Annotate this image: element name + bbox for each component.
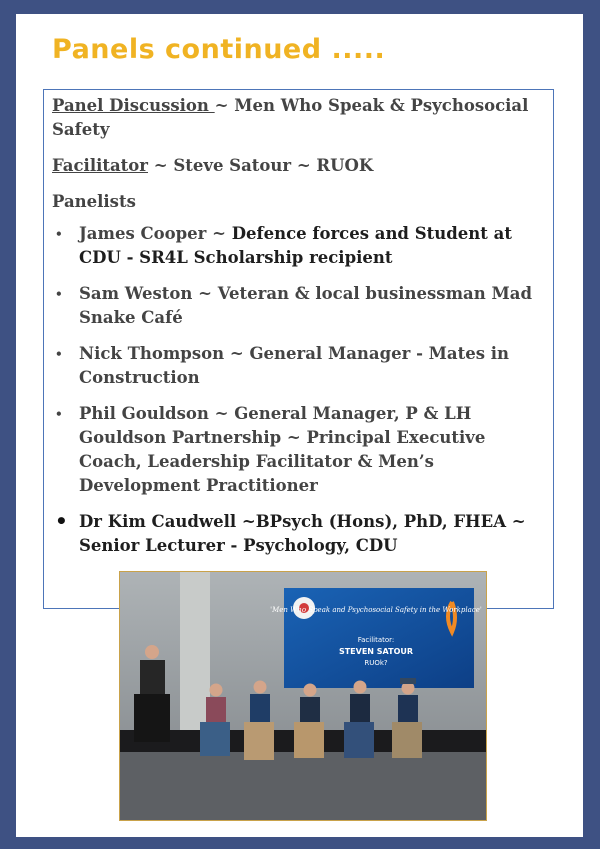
panel-photo — [119, 571, 487, 821]
bullet-icon: • — [55, 509, 68, 533]
panelist-name: Sam Weston ~ — [79, 284, 218, 303]
panelist-name: Nick Thompson ~ — [79, 344, 250, 363]
panelist-item — [52, 342, 547, 390]
bullet-icon: • — [55, 347, 63, 361]
bullet-icon: • — [55, 407, 63, 421]
photo-pillar — [180, 572, 210, 747]
lectern — [134, 694, 170, 742]
panelist-role: Veteran & local businessman Mad Snake Café — [79, 284, 532, 327]
screen-facilitator-label: Facilitator: — [357, 636, 395, 644]
page-heading: Panels continued ..... — [52, 34, 386, 65]
panelist-role: Defence forces and Student at CDU - SR4L Scholarship recipient — [79, 224, 512, 267]
panelist-item — [52, 222, 547, 270]
panelist-item — [52, 282, 547, 330]
panel-info-box — [43, 89, 554, 609]
bullet-icon: • — [55, 287, 63, 301]
panelist-item — [52, 402, 547, 498]
panelist-role: General Manager - Mates in Construction — [79, 344, 510, 387]
panelists-label: Panelists — [52, 192, 136, 211]
screen-facilitator-name: STEVEN SATOUR — [338, 647, 414, 656]
facilitator-line — [52, 154, 547, 178]
facilitator-text: ~ Steve Satour ~ RUOK — [153, 156, 374, 175]
panel-discussion-title: Men Who Speak & Psychosocial Safety — [52, 96, 529, 139]
facilitator-label: Facilitator — [52, 156, 148, 175]
screen-org: RUOk? — [364, 659, 388, 667]
panel-discussion-label: Panel Discussion — [52, 96, 215, 115]
panelist-role: General Manager, P & LH Gouldson Partnership ~ Principal Executive Coach, Leadership Facilitator & Men’s Development Practitioner — [79, 404, 486, 495]
photo-floor — [120, 752, 486, 820]
panelist-name: James Cooper ~ — [79, 224, 232, 243]
page — [16, 14, 583, 837]
panel-info-content — [52, 94, 547, 570]
speaker-head — [145, 645, 159, 659]
panel-discussion-line — [52, 94, 547, 142]
panelist-name: Phil Gouldson ~ — [79, 404, 235, 423]
screen-title: 'Men Who Speak and Psychosocial Safety in the Workplace' — [270, 606, 482, 614]
bullet-icon: • — [55, 227, 63, 241]
panelist-list — [52, 222, 547, 558]
panelist-item — [52, 510, 547, 558]
speaker-body — [140, 660, 165, 694]
panelist-name: Dr Kim Caudwell ~ — [79, 512, 256, 531]
panel-separator: ~ — [214, 96, 229, 115]
panelist-role: BPsych (Hons), PhD, FHEA ~ Senior Lecturer - Psychology, CDU — [79, 512, 526, 555]
panel-photo-illustration — [120, 572, 486, 820]
